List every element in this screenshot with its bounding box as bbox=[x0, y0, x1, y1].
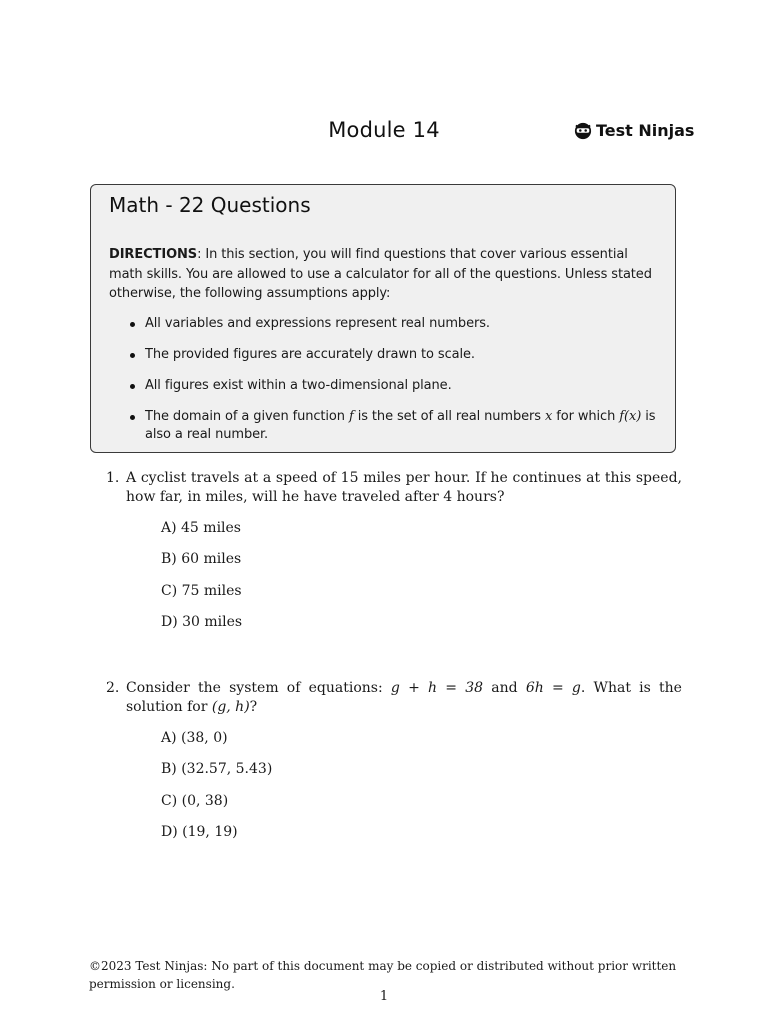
answer-choice[interactable]: B) 60 miles bbox=[161, 551, 242, 568]
answer-choices bbox=[161, 729, 682, 842]
directions-text bbox=[109, 245, 663, 304]
question-number: 1. bbox=[106, 470, 120, 486]
answer-choice[interactable]: C) (0, 38) bbox=[161, 792, 229, 809]
copyright-notice: ©2023 Test Ninjas: No part of this document may be copied or distributed without prior written permission or licensing. bbox=[89, 959, 677, 991]
assumption-text: is the set of all real numbers bbox=[353, 409, 545, 424]
assumption-item bbox=[127, 408, 667, 444]
question-text-part: Consider the system of equations: bbox=[126, 680, 391, 696]
answer-choice[interactable]: A) 45 miles bbox=[161, 520, 241, 536]
assumptions-list bbox=[127, 315, 667, 457]
equation-1: g + h = 38 bbox=[390, 680, 484, 696]
assumption-item: All variables and expressions represent real numbers. bbox=[127, 315, 667, 333]
equation-2: 6h = g bbox=[525, 680, 581, 696]
question-text-part: and bbox=[483, 680, 526, 696]
brand-name: Test Ninjas bbox=[596, 121, 695, 140]
question-text-part: . What is the solution for bbox=[126, 680, 682, 715]
directions-label: DIRECTIONS bbox=[109, 247, 198, 262]
page-number: 1 bbox=[379, 989, 389, 1004]
assumption-text: is also a real number. bbox=[145, 409, 656, 442]
answer-choice[interactable]: D) 30 miles bbox=[161, 613, 243, 630]
answer-choices bbox=[161, 519, 682, 632]
assumption-item: All figures exist within a two-dimensional plane. bbox=[127, 377, 667, 395]
answer-choice[interactable]: C) 75 miles bbox=[161, 582, 242, 599]
assumption-text: The domain of a given function bbox=[145, 409, 349, 424]
math-x: x bbox=[545, 409, 553, 424]
assumption-item: The provided figures are accurately drawn to scale. bbox=[127, 346, 667, 364]
brand-logo bbox=[574, 121, 694, 140]
page-title: Module 14 bbox=[328, 118, 440, 142]
answer-choice[interactable]: A) (38, 0) bbox=[161, 730, 228, 746]
question-text-part: ? bbox=[249, 699, 258, 715]
directions-body: : In this section, you will find questions that cover various essential math skills. You are allowed to use a calculator for all of the questions. Unless stated otherwise, the following assumptions apply: bbox=[109, 247, 652, 301]
assumption-text: for which bbox=[552, 409, 620, 424]
question-text: A cyclist travels at a speed of 15 miles per hour. If he continues at this speed, how far, in miles, will he have traveled after 4 hours? bbox=[126, 470, 682, 505]
math-f: f bbox=[348, 409, 354, 424]
math-fx: f(x) bbox=[619, 409, 642, 424]
question-2 bbox=[106, 679, 682, 854]
answer-choice[interactable]: B) (32.57, 5.43) bbox=[161, 761, 273, 778]
answer-choice[interactable]: D) (19, 19) bbox=[161, 823, 238, 840]
question-text bbox=[126, 679, 682, 717]
solution-pair: (g, h) bbox=[211, 699, 250, 715]
directions-box bbox=[90, 184, 676, 453]
ninja-icon bbox=[574, 122, 592, 140]
question-number: 2. bbox=[106, 680, 120, 696]
section-title: Math - 22 Questions bbox=[109, 193, 311, 217]
question-1 bbox=[106, 469, 682, 644]
